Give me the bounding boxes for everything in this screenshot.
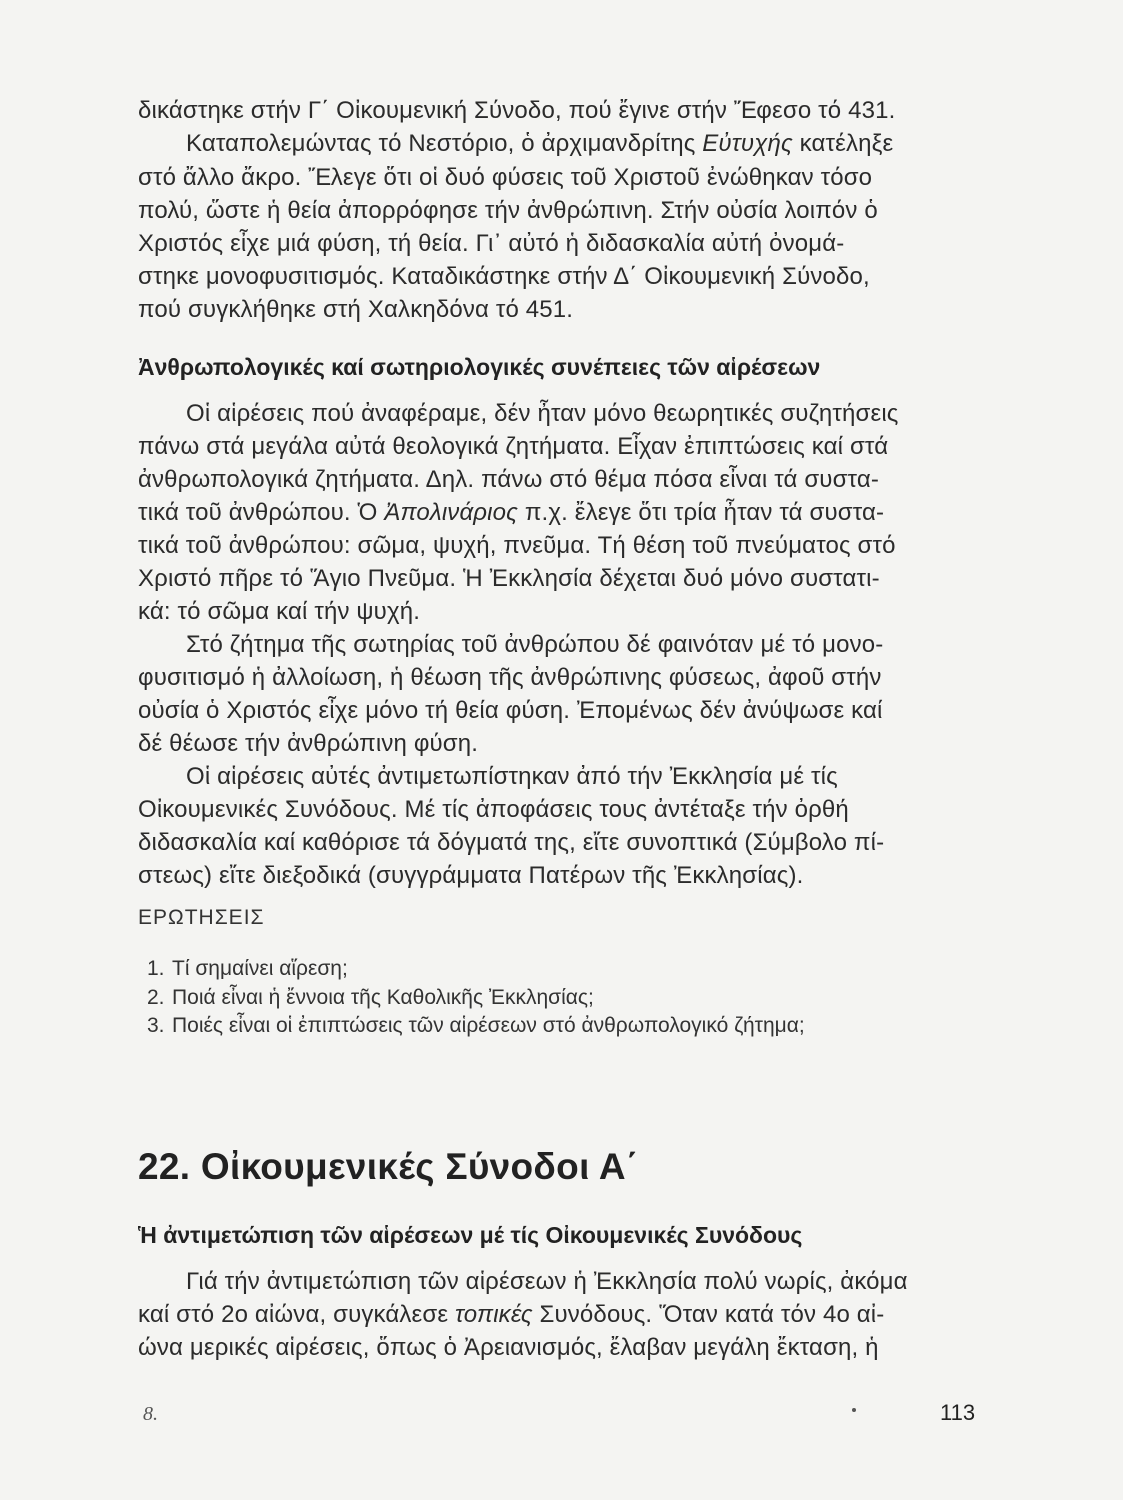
text-line: Οἱ αἱρέσεις πού ἀναφέραμε, δέν ἦταν μόνο θεωρητικές συζητήσεις (186, 400, 899, 427)
text-line: Οἱ αἱρέσεις αὐτές ἀντιμετωπίστηκαν ἀπό τήν Ἐκκλησία μέ τίς (186, 763, 838, 790)
text-line: πολύ, ὥστε ἡ θεία ἀπορρόφησε τήν ἀνθρώπινη. Στήν οὐσία λοιπόν ὁ (138, 197, 878, 224)
bullet-dot (852, 1408, 856, 1412)
text-line: πάνω στά μεγάλα αὐτά θεολογικά ζητήματα. Εἶχαν ἐπιπτώσεις καί στά (138, 433, 889, 460)
text-line: τικά τοῦ ἀνθρώπου: σῶμα, ψυχή, πνεῦμα. Τή θέση τοῦ πνεύματος στό (138, 532, 896, 559)
text-line: Στό ζήτημα τῆς σωτηρίας τοῦ ἀνθρώπου δέ φαινόταν μέ τό μονο- (186, 631, 884, 658)
question-item: 2. Ποιά εἶναι ἡ ἔννοια τῆς Καθολικῆς Ἐκκλησίας; (147, 986, 594, 1009)
emphasis-term: τοπικές (455, 1301, 533, 1328)
text-line: πού συγκλήθηκε στή Χαλκηδόνα τό 451. (138, 296, 574, 323)
chapter-title: 22. Οἰκουμενικές Σύνοδοι Α΄ (138, 1146, 639, 1187)
text-line: Καταπολεμώντας τό Νεστόριο, ὁ ἀρχιμανδρίτης Εὐτυχής κατέληξε (186, 130, 894, 157)
text-line: Χριστός εἶχε μιά φύση, τή θεία. Γι᾿ αὐτό ἡ διδασκαλία αὐτή ὀνομά- (138, 230, 845, 257)
emphasis-term: Ἀπολινάριος (384, 499, 518, 526)
text-line: διδασκαλία καί καθόρισε τά δόγματά της, εἴτε συνοπτικά (Σύμβολο πί- (138, 829, 885, 856)
text-line: τικά τοῦ ἀνθρώπου. Ὁ Ἀπολινάριος π.χ. ἔλεγε ὅτι τρία ἦταν τά συστα- (138, 499, 885, 526)
text-line: καί στό 2ο αἰώνα, συγκάλεσε τοπικές Συνόδους. Ὅταν κατά τόν 4ο αἰ- (138, 1301, 885, 1328)
signature-mark: 8. (143, 1403, 158, 1425)
text-line: ώνα μερικές αἱρέσεις, ὅπως ὁ Ἀρειανισμός, ἔλαβαν μεγάλη ἔκταση, ἡ (138, 1334, 879, 1361)
chapter-subheading: Ἡ ἀντιμετώπιση τῶν αἱρέσεων μέ τίς Οἰκουμενικές Συνόδους (138, 1222, 803, 1248)
text-line: στό ἄλλο ἄκρο. Ἔλεγε ὅτι οἱ δυό φύσεις τοῦ Χριστοῦ ἐνώθηκαν τόσο (138, 164, 873, 191)
text-line: Χριστό πῆρε τό Ἅγιο Πνεῦμα. Ἡ Ἐκκλησία δέχεται δυό μόνο συστατι- (138, 565, 880, 592)
text-line: κά: τό σῶμα καί τήν ψυχή. (138, 598, 421, 625)
page-number: 113 (940, 1400, 976, 1425)
text-line: δέ θέωσε τήν ἀνθρώπινη φύση. (138, 730, 479, 757)
section-heading: Ἀνθρωπολογικές καί σωτηριολογικές συνέπειες τῶν αἱρέσεων (138, 354, 821, 380)
text-line: στηκε μονοφυσιτισμός. Καταδικάστηκε στήν Δ΄ Οἰκουμενική Σύνοδο, (138, 263, 870, 290)
question-item: 1. Τί σημαίνει αἵρεση; (147, 957, 348, 980)
text-line: οὐσία ὁ Χριστός εἶχε μόνο τή θεία φύση. Ἐπομένως δέν ἀνύψωσε καί (138, 697, 883, 724)
question-item: 3. Ποιές εἶναι οἱ ἐπιπτώσεις τῶν αἱρέσεων στό ἀνθρωπολογικό ζήτημα; (147, 1014, 805, 1037)
text-line: φυσιτισμό ἡ ἀλλοίωση, ἡ θέωση τῆς ἀνθρώπινης φύσεως, ἀφοῦ στήν (138, 664, 882, 691)
text-line: Γιά τήν ἀντιμετώπιση τῶν αἱρέσεων ἡ Ἐκκλησία πολύ νωρίς, ἀκόμα (186, 1268, 908, 1295)
text-line: δικάστηκε στήν Γ΄ Οἰκουμενική Σύνοδο, πού ἔγινε στήν Ἔφεσο τό 431. (138, 97, 896, 124)
text-line: ἀνθρωπολογικά ζητήματα. Δηλ. πάνω στό θέμα πόσα εἶναι τά συστα- (138, 466, 880, 493)
text-line: στεως) εἴτε διεξοδικά (συγγράμματα Πατέρων τῆς Ἐκκλησίας). (138, 862, 804, 889)
questions-title: ΕΡΩΤΗΣΕΙΣ (138, 906, 265, 929)
emphasis-term: Εὐτυχής (702, 130, 793, 157)
text-line: Οἰκουμενικές Συνόδους. Μέ τίς ἀποφάσεις τους ἀντέταξε τήν ὀρθή (138, 796, 849, 823)
